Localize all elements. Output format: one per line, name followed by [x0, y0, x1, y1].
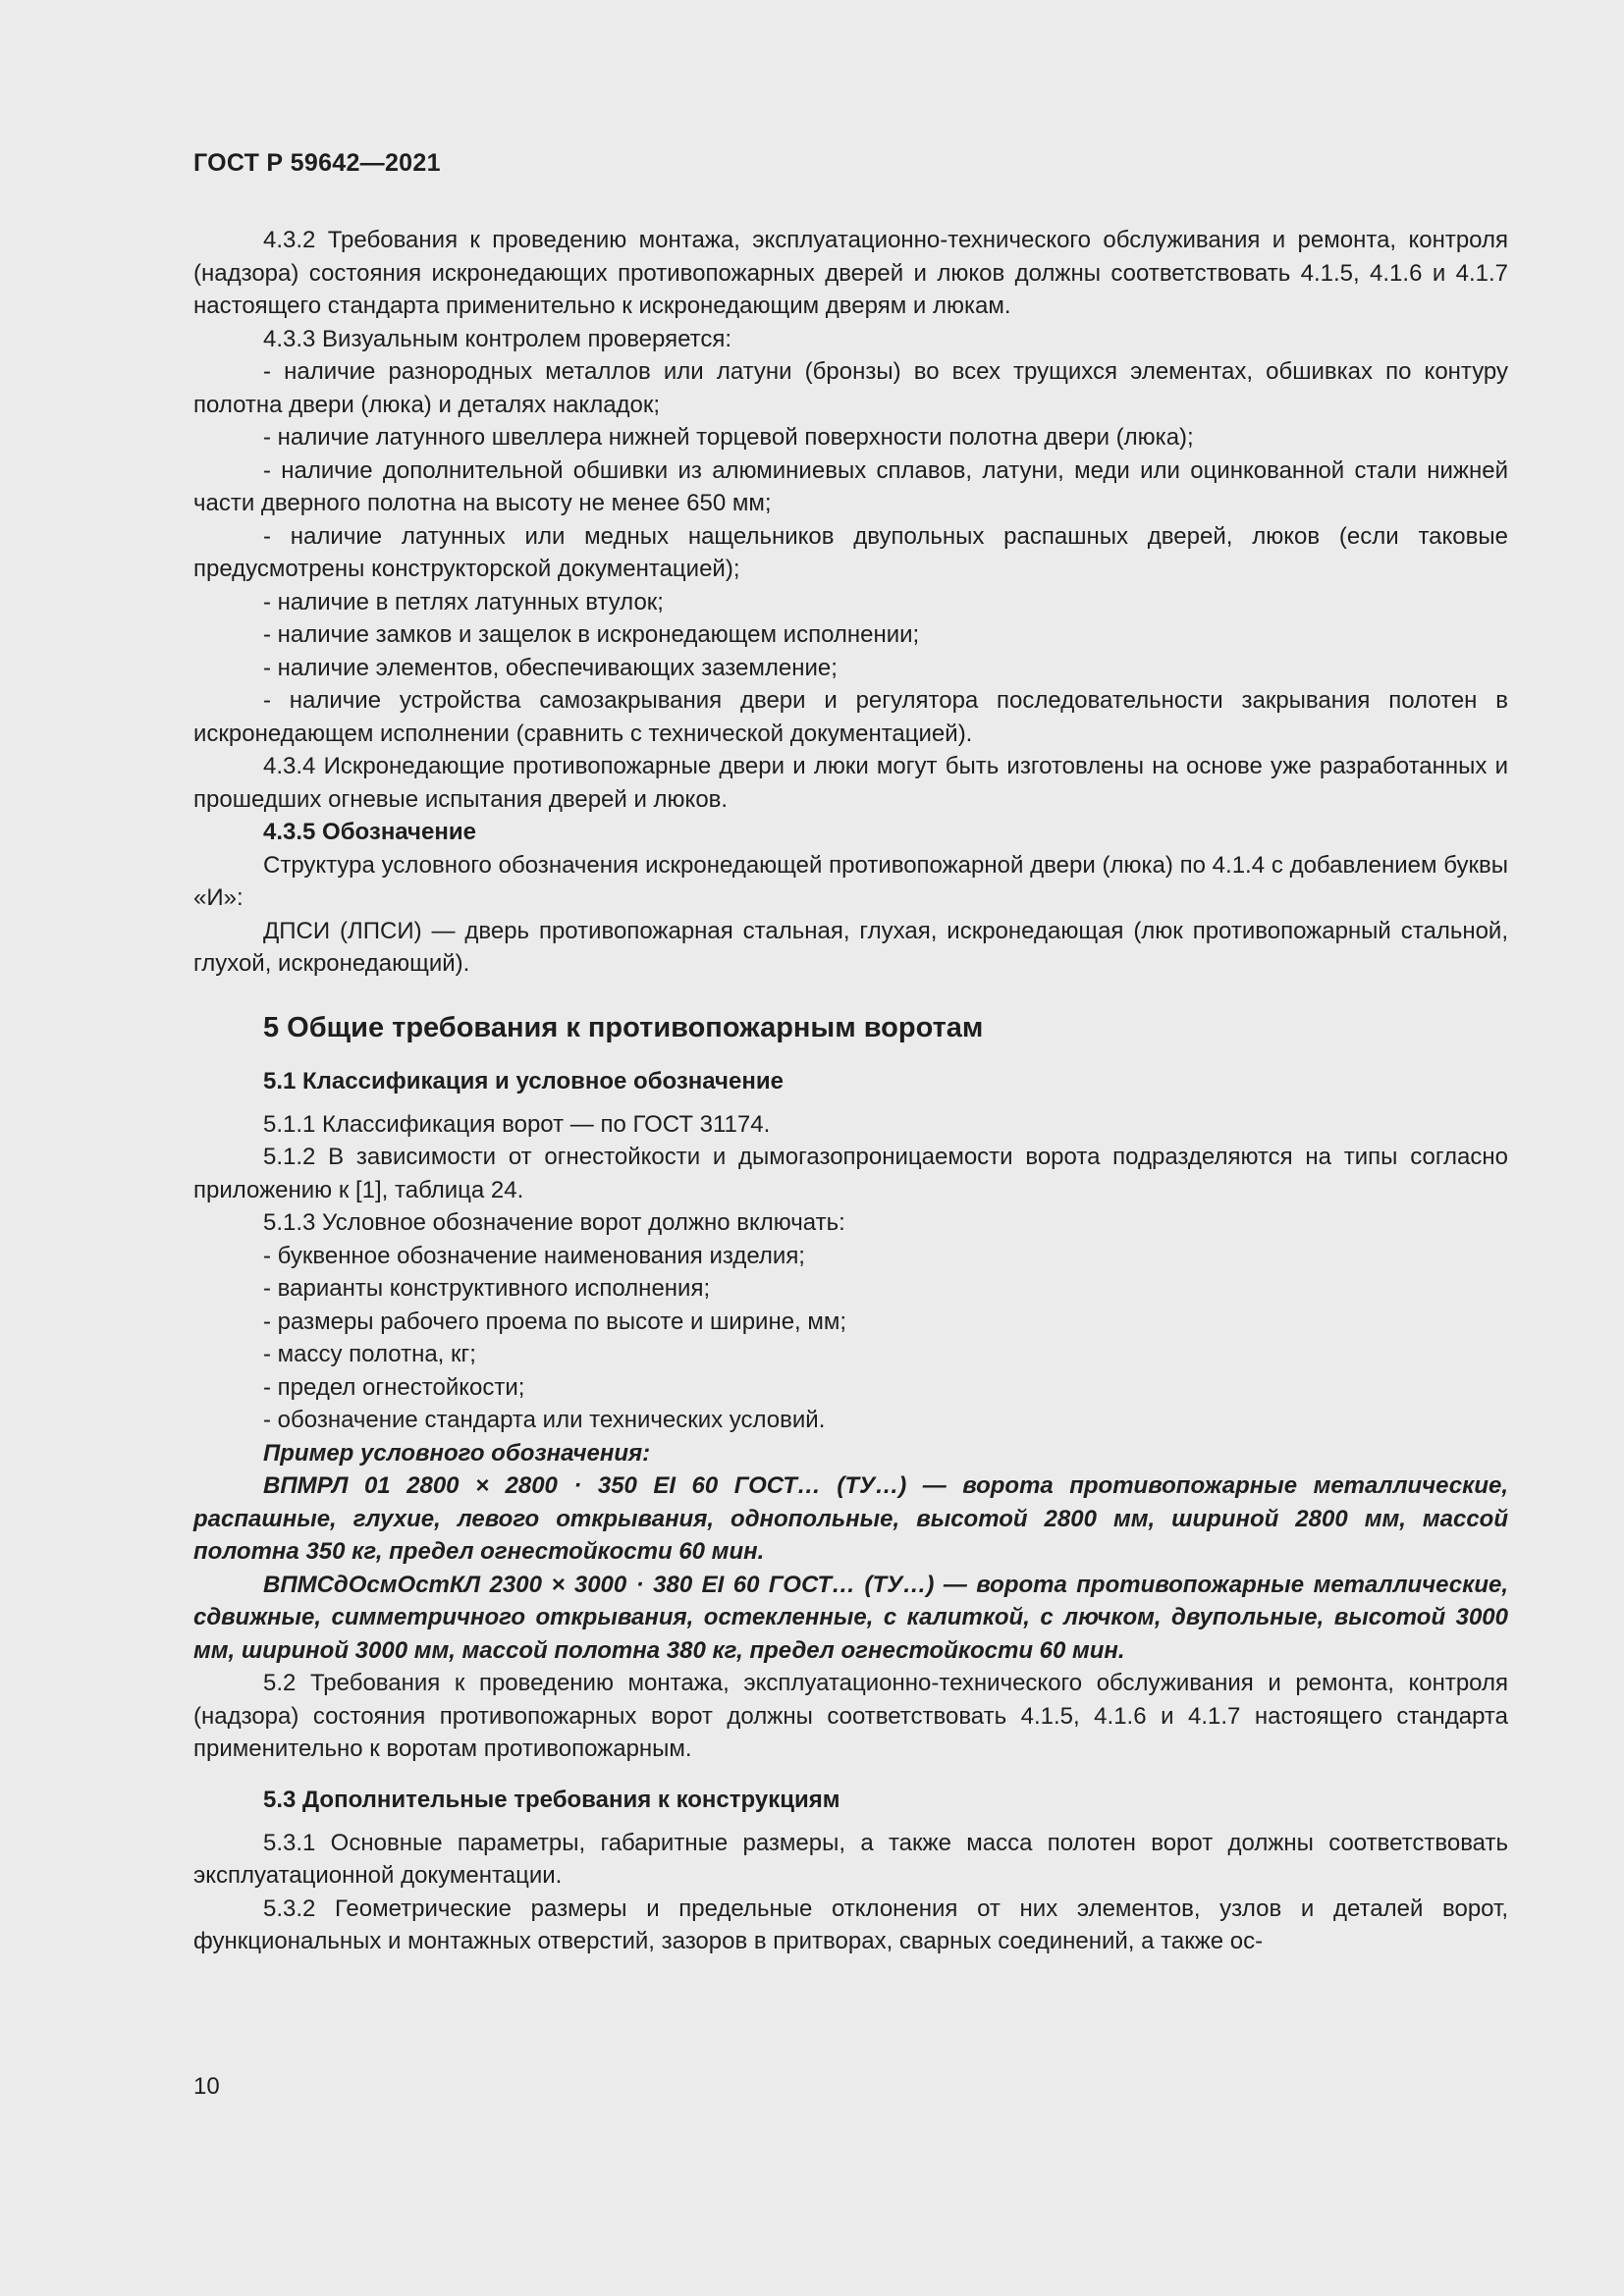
paragraph-5-3-2: 5.3.2 Геометрические размеры и предельные отклонения от них элементов, узлов и деталей ворот, функциональных и монтажных отверстий, зазоров в притворах, сварных соединений, а также ос- — [193, 1895, 1508, 1954]
paragraph-5-1-2: 5.1.2 В зависимости от огнестойкости и дымогазопроницаемости ворота подразделяются на типы согласно приложению к [1], таблица 24. — [193, 1144, 1508, 1203]
list-item: - наличие латунных или медных нащельников двупольных распашных дверей, люков (если таковые предусмотрены конструкторской документацией); — [193, 522, 1508, 582]
section-5-title: 5 Общие требования к противопожарным воротам — [263, 1011, 984, 1043]
document-body — [193, 224, 1508, 1958]
paragraph-4-3-4: 4.3.4 Искронедающие противопожарные двери и люки могут быть изготовлены на основе уже разработанных и прошедших огневые испытания дверей и люков. — [193, 753, 1508, 813]
paragraph-5-3-1: 5.3.1 Основные параметры, габаритные размеры, а также масса полотен ворот должны соответствовать эксплуатационной документации. — [193, 1829, 1508, 1889]
document-code-header: ГОСТ Р 59642—2021 — [193, 149, 441, 177]
list-item: - предел огнестойкости; — [263, 1373, 525, 1401]
list-item: - размеры рабочего проема по высоте и ширине, мм; — [263, 1308, 847, 1335]
paragraph-4-3-3: 4.3.3 Визуальным контролем проверяется: — [263, 325, 732, 352]
paragraph-4-3-5-text: Структура условного обозначения искронедающей противопожарной двери (люка) по 4.1.4 с добавлением буквы «И»: — [193, 851, 1508, 911]
paragraph-4-3-5-title: 4.3.5 Обозначение — [263, 819, 476, 845]
list-item: - наличие замков и защелок в искронедающем исполнении; — [263, 621, 920, 648]
subsection-5-1-title: 5.1 Классификация и условное обозначение — [263, 1067, 784, 1095]
document-page — [193, 0, 1508, 2296]
page-number: 10 — [193, 2073, 220, 2100]
example-title: Пример условного обозначения: — [263, 1439, 651, 1467]
list-item: - наличие элементов, обеспечивающих заземление; — [263, 654, 838, 681]
paragraph-5-1-3: 5.1.3 Условное обозначение ворот должно включать: — [263, 1209, 845, 1236]
list-item: - наличие в петлях латунных втулок; — [263, 588, 664, 615]
list-item: - наличие устройства самозакрывания двери и регулятора последовательности закрывания полотен в искронедающем исполнении (сравнить с технической документацией). — [193, 687, 1508, 747]
example-designation-1: ВПМРЛ 01 2800 × 2800 · 350 EI 60 ГОСТ… (ТУ…) — ворота противопожарные металлические, распашные, глухие, левого открывания, однопольные, высотой 2800 мм, шириной 2800 мм, массой полотна 350 кг, предел огнестойкости 60 мин. — [193, 1472, 1508, 1565]
list-item: - буквенное обозначение наименования изделия; — [263, 1242, 805, 1269]
paragraph-4-3-5-example: ДПСИ (ЛПСИ) — дверь противопожарная стальная, глухая, искронедающая (люк противопожарный стальной, глухой, искронедающий). — [193, 917, 1508, 977]
example-designation-2: ВПМСдОсмОстКЛ 2300 × 3000 · 380 EI 60 ГОСТ… (ТУ…) — ворота противопожарные металлические, сдвижные, симметричного открывания, остекленные, с калиткой, с лючком, двупольные, высотой 3000 мм, шириной 3000 мм, массой полотна 380 кг, предел огнестойкости 60 мин. — [193, 1571, 1508, 1664]
list-item: - наличие дополнительной обшивки из алюминиевых сплавов, латуни, меди или оцинкованной стали нижней части дверного полотна на высоту не менее 650 мм; — [193, 456, 1508, 516]
list-item: - наличие латунного швеллера нижней торцевой поверхности полотна двери (люка); — [263, 424, 1194, 451]
list-item: - обозначение стандарта или технических условий. — [263, 1407, 826, 1433]
paragraph-5-1-1: 5.1.1 Классификация ворот — по ГОСТ 31174. — [263, 1110, 771, 1138]
subsection-5-3-title: 5.3 Дополнительные требования к конструкциям — [263, 1786, 840, 1813]
list-item: - наличие разнородных металлов или латуни (бронзы) во всех трущихся элементах, обшивках по контуру полотна двери (люка) и деталях накладок; — [193, 358, 1508, 418]
paragraph-5-2: 5.2 Требования к проведению монтажа, эксплуатационно-технического обслуживания и ремонта, контроля (надзора) состояния противопожарных ворот должны соответствовать 4.1.5, 4.1.6 и 4.1.7 настоящего стандарта применительно к воротам противопожарным. — [193, 1670, 1508, 1762]
paragraph-4-3-2: 4.3.2 Требования к проведению монтажа, эксплуатационно-технического обслуживания и ремонта, контроля (надзора) состояния искронедающих противопожарных дверей и люков должны соответствовать 4.1.5, 4.1.6 и 4.1.7 настоящего стандарта применительно к искронедающим дверям и люкам. — [193, 227, 1508, 319]
list-item: - варианты конструктивного исполнения; — [263, 1275, 711, 1302]
list-item: - массу полотна, кг; — [263, 1341, 476, 1367]
